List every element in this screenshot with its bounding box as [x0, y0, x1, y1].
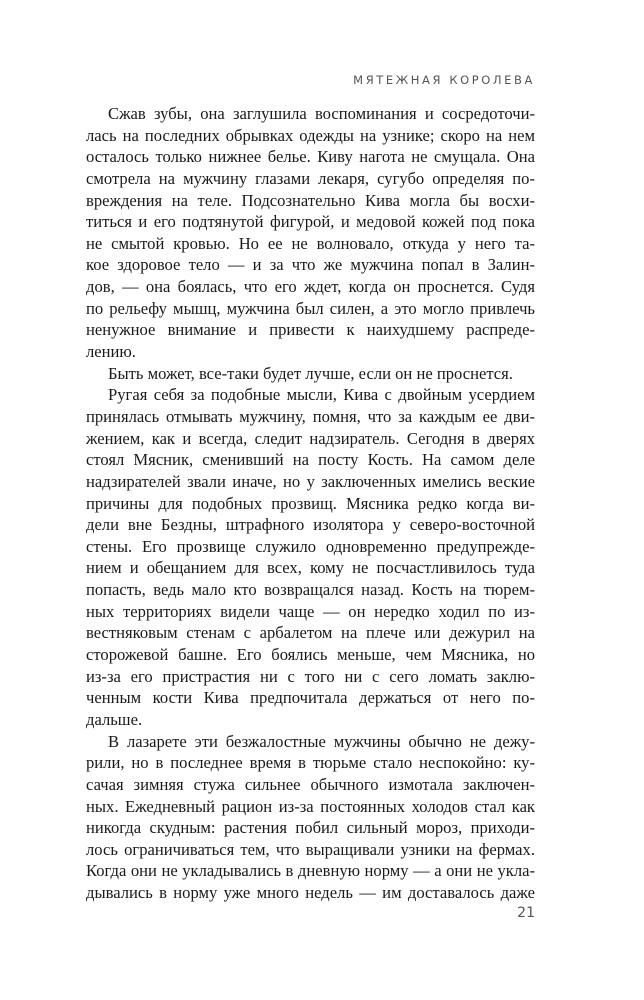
- text-line: Когда они не укладывались в дневную норму — а они не укла-: [86, 861, 535, 881]
- text-line: смотрела на мужчину глазами лекаря, сугубо определяя по-: [86, 168, 535, 188]
- paragraph: [86, 363, 535, 385]
- text-line: Быть может, все-таки будет лучше, если он не проснется.: [108, 363, 513, 383]
- text-line: вестняковым стенам с арбалетом на плече или дежурил на: [86, 623, 535, 643]
- text-line: дов, — она боялась, что его ждет, когда он проснется. Судя: [86, 277, 535, 297]
- text-line: по рельефу мышц, мужчина был силен, а это могло привлечь: [86, 298, 535, 318]
- text-line: ных территориях видели чаще — он нередко ходил по из-: [86, 601, 535, 621]
- body-text: [86, 103, 535, 904]
- text-line: лась на последних обрывках одежды на узнике; скоро на нем: [86, 125, 535, 145]
- paragraph: [86, 384, 535, 730]
- text-line: попасть, ведь мало кто возвращался назад. Кость на тюрем-: [86, 580, 535, 600]
- text-line: не смытой кровью. Но ее не волновало, откуда у него та-: [86, 233, 535, 253]
- text-line: ных. Ежедневный рацион из-за постоянных холодов стал как: [86, 796, 535, 816]
- text-line: Сжав зубы, она заглушила воспоминания и сосредоточи-: [108, 104, 535, 123]
- text-line: дывались в норму уже много недель — им доставалось даже: [86, 883, 535, 903]
- text-line: дели вне Бездны, штрафного изолятора у северо-восточной: [86, 515, 535, 535]
- text-line: стены. Его прозвище служило одновременно предупрежде-: [86, 536, 535, 556]
- paragraph: [86, 103, 535, 363]
- text-line: причины для подобных прозвищ. Мясника редко когда ви-: [86, 493, 535, 513]
- text-line: стоял Мясник, сменивший на посту Кость. На самом деле: [86, 450, 535, 470]
- text-line: титься и его подтянутой фигурой, и медовой кожей под пока: [86, 212, 535, 232]
- text-line: лось ограничиваться тем, что выращивали узники на фермах.: [86, 839, 535, 859]
- text-line: кое здоровое тело — и за что же мужчина попал в Залин-: [86, 255, 535, 275]
- text-line: из-за его пристрастия ни с того ни с сего ломать заклю-: [86, 666, 535, 686]
- running-head-title: МЯТЕЖНАЯ КОРОЛЕВА: [353, 73, 535, 87]
- text-line: нием и обещанием для всех, кому не посчастливилось туда: [86, 558, 535, 578]
- paragraph: [86, 731, 535, 904]
- text-line: жением, как и всегда, следит надзиратель. Сегодня в дверях: [86, 428, 535, 448]
- text-line: рили, но в последнее время в тюрьме стало неспокойно: ку-: [86, 753, 535, 773]
- text-line: надзирателей звали иначе, но у заключенных имелись веские: [86, 471, 535, 491]
- text-line: никогда скудным: растения побил сильный мороз, приходи-: [86, 818, 535, 838]
- text-line: сачая зимняя стужа сильнее обычного измотала заключен-: [86, 774, 535, 794]
- text-line: дальше.: [86, 709, 143, 729]
- text-line: принялась отмывать мужчину, помня, что за каждым ее дви-: [86, 406, 535, 426]
- text-line: Ругая себя за подобные мысли, Кива с двойным усердием: [108, 385, 535, 405]
- text-line: лению.: [86, 342, 136, 362]
- text-line: В лазарете эти безжалостные мужчины обычно не дежу-: [108, 731, 535, 751]
- page-number: 21: [517, 905, 535, 921]
- text-line: вреждения на теле. Подсознательно Кива могла бы восхи-: [86, 190, 535, 210]
- text-line: ненужное внимание и привести к наихудшему распреде-: [86, 320, 535, 340]
- text-line: сторожевой башне. Его боялись меньше, чем Мясника, но: [86, 645, 535, 665]
- text-line: осталось только нижнее белье. Киву нагота не смущала. Она: [86, 147, 535, 167]
- text-line: ченным кости Кива предпочитала держаться от него по-: [86, 688, 535, 708]
